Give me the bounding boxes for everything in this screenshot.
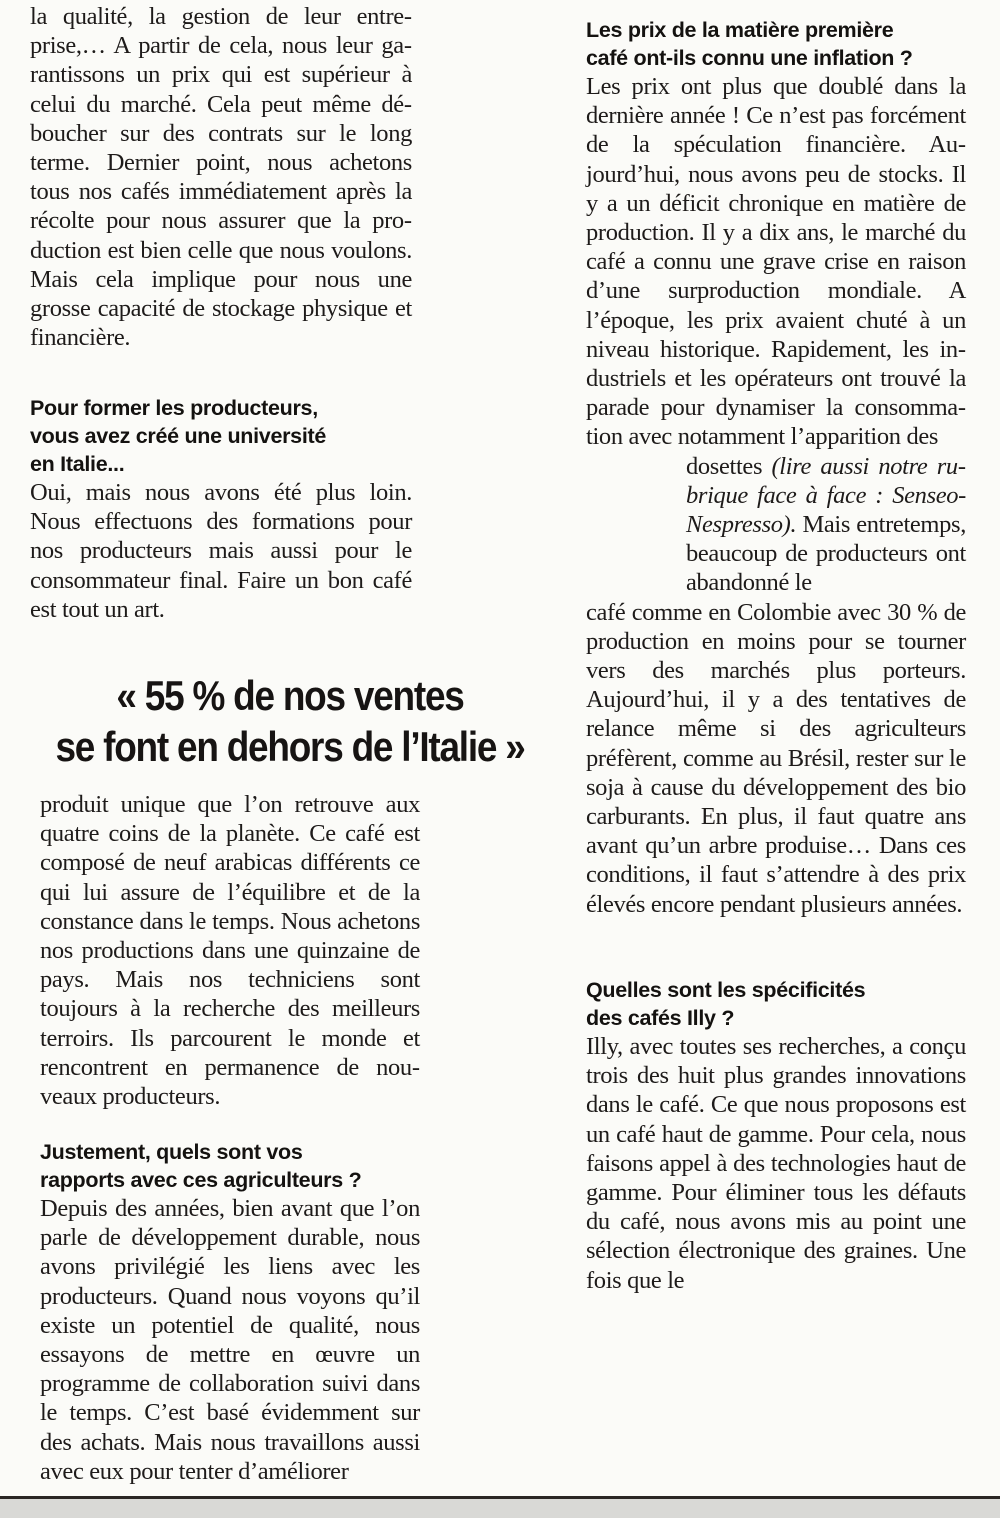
answer-paragraph-university: Oui, mais nous avons été plus loin. Nous effectuons des formations pour nos producteurs mais aussi pour le consommateur final. Faire un bon café est tout un art. bbox=[30, 479, 412, 623]
bottom-scan-margin bbox=[0, 1499, 1000, 1518]
question-heading-line: vous avez créé une université bbox=[30, 424, 327, 448]
question-heading-line: Pour former les producteurs, bbox=[30, 396, 318, 420]
text-dosettes: dosettes bbox=[686, 452, 763, 480]
answer-paragraph-illy: Illy, avec toutes ses recherches, a conçu trois des huit plus grandes innovations dans le café. Ce que nous proposons est un café haut de gamme. Pour cela, nous faisons appel à des technologies haut de gamme. Pour éliminer tous les défauts du café, nous avons mis au point une sélection électronique des graines. Une fois que le bbox=[586, 1033, 966, 1294]
pull-quote bbox=[52, 670, 527, 772]
pull-quote-line: se font en dehors de l’Italie » bbox=[55, 723, 525, 770]
right-column-question-prices bbox=[586, 16, 966, 919]
question-heading-line: des cafés Illy ? bbox=[586, 1006, 735, 1030]
paragraph-indented-dosettes bbox=[586, 452, 966, 598]
answer-paragraph-farmers: Depuis des années, bien avant que l’on parle de développement durable, nous avons privilégié les liens avec les producteurs. Quand nous voyons qu’il existe un potentiel de qualité, nous essayons de mettre en œuvre un programme de collaboration suivi dans le temps. C’est basé évidemment sur des achats. Mais nous travaillons aussi avec eux pour tenter d’améliorer bbox=[40, 1195, 420, 1485]
question-heading-illy bbox=[586, 976, 966, 1032]
question-heading-line: rapports avec ces agriculteurs ? bbox=[40, 1168, 362, 1192]
question-heading-farmers bbox=[40, 1138, 420, 1194]
question-heading-line: en Italie... bbox=[30, 452, 125, 476]
question-heading-line: Quelles sont les spécificités bbox=[586, 978, 866, 1002]
question-heading-university bbox=[30, 394, 412, 478]
pull-quote-line: « 55 % de nos ventes bbox=[116, 672, 464, 719]
question-heading-line: Justement, quels sont vos bbox=[40, 1140, 303, 1164]
paragraph-intro-continued: la qualité, la gestion de leur entreprise,… A partir de cela, nous leur garantissons un prix qui est supérieur à celui du marché. Cela peut même déboucher sur des contrats sur le long terme. Dernier point, nous achetons tous nos cafés immédiatement après la récolte pour nous assurer que la production est bien celle que nous voulons. Mais cela implique pour nous une grosse capacité de stockage physique et financière. bbox=[30, 3, 412, 352]
text-meanwhile: Mais entretemps, beaucoup de producteurs ont abandonné le bbox=[686, 511, 966, 597]
answer-paragraph-prices: Les prix ont plus que doublé dans la dernière année ! Ce n’est pas forcément de la spéculation financière. Aujourd’hui, nous avons peu de stocks. Il y a un déficit chronique en matière de production. Il y a dix ans, le marché du café a connu une grave crise en raison d’une surproduction mondiale. A l’époque, les prix avaient chuté à un niveau historique. Rapidement, les industriels et les opérateurs ont trouvé la parade pour dynamiser la consommation avec notamment l’apparition des bbox=[586, 73, 966, 451]
left-column-top bbox=[30, 2, 412, 352]
question-heading-line: café ont-ils connu une inflation ? bbox=[586, 46, 913, 70]
paragraph-unique-product: produit unique que l’on retrouve aux quatre coins de la planète. Ce café est composé de neuf arabicas différents ce qui lui assure de l’équilibre et de la constance dans le temps. Nous achetons nos productions dans une quinzaine de pays. Mais nos techniciens sont toujours à la recherche des meilleurs terroirs. Ils parcourent le monde et rencontrent en permanence de nouveaux producteurs. bbox=[40, 791, 420, 1111]
paragraph-colombia: café comme en Colombie avec 30 % de production en moins pour se tourner vers des marchés plus porteurs. Aujourd’hui, il y a des tentatives de relance même si des agriculteurs préfèrent, comme au Brésil, rester sur le soja à cause du développement des bio carburants. En plus, il faut quatre ans avant qu’un arbre produise… Dans ces conditions, il faut s’attendre à des prix élevés encore pendant plusieurs années. bbox=[586, 598, 966, 918]
left-column-question-training bbox=[30, 394, 412, 624]
question-heading-line: Les prix de la matière première bbox=[586, 18, 894, 42]
italic-cross-reference: (lire aussi notre rubrique face à face : Senseo-Nespresso). bbox=[686, 452, 966, 539]
left-column-question-farmers bbox=[40, 1138, 420, 1486]
left-column-lower bbox=[40, 790, 420, 1111]
right-column-question-illy bbox=[586, 976, 966, 1295]
question-heading-prices bbox=[586, 16, 966, 72]
